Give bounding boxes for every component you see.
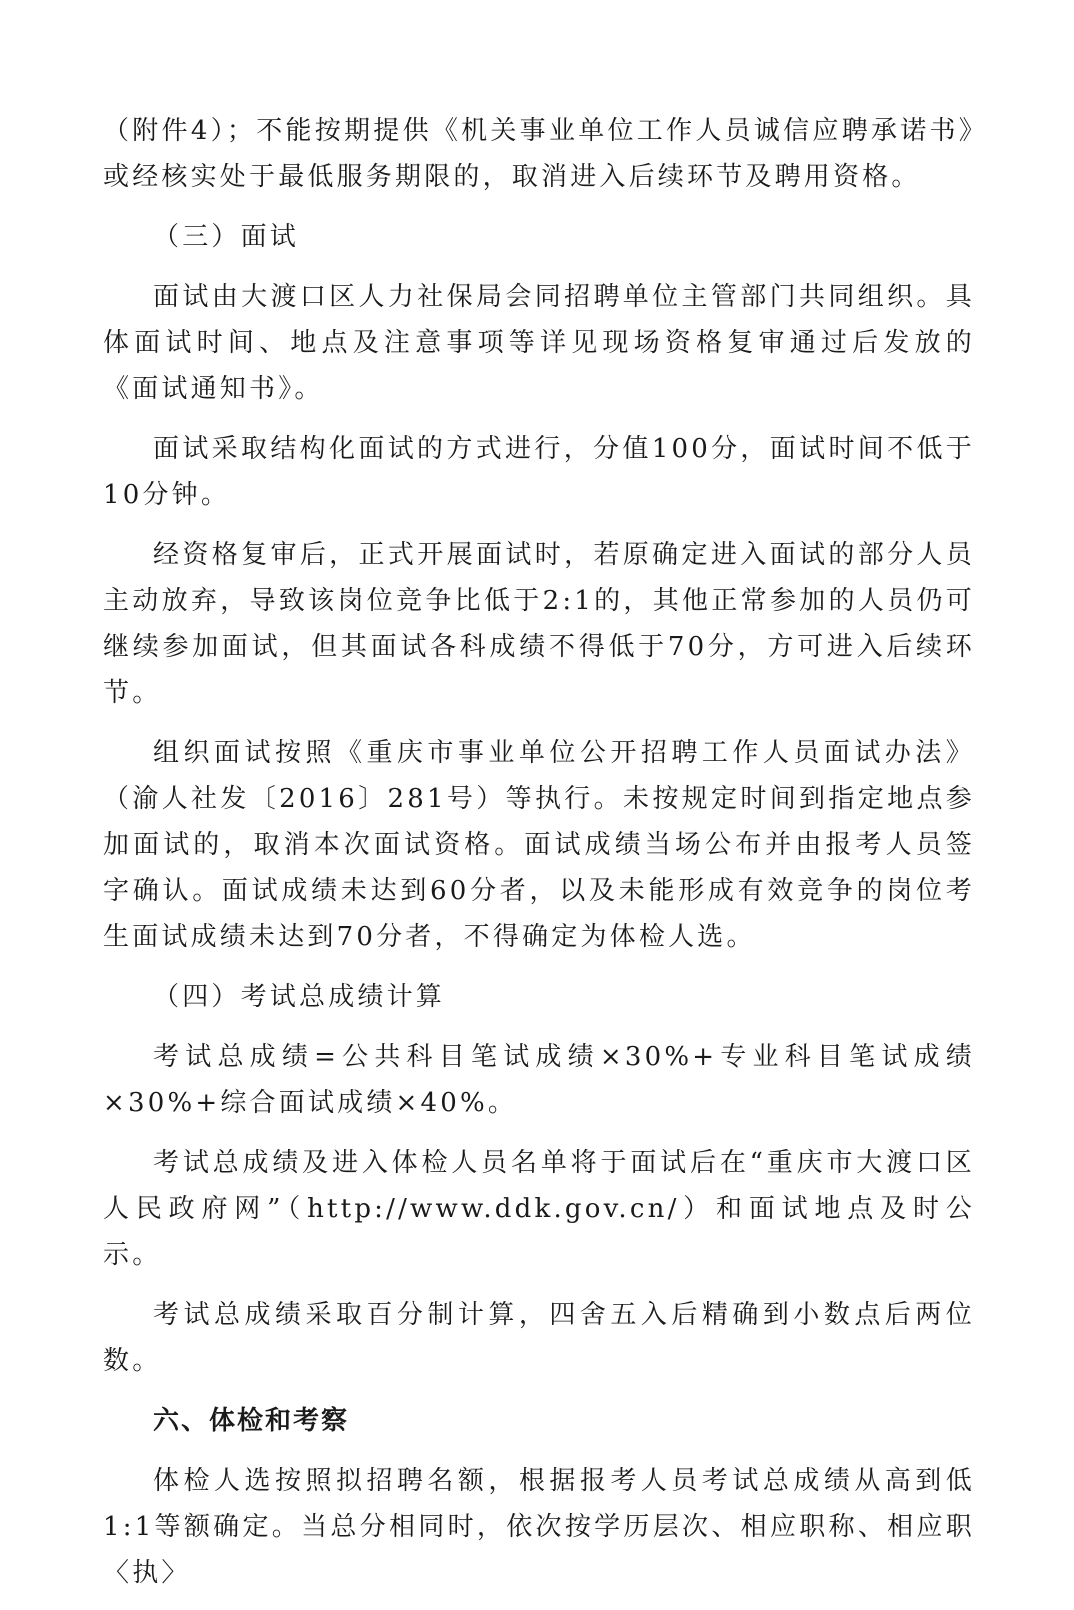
paragraph-score-formula: 考试总成绩=公共科目笔试成绩×30%+专业科目笔试成绩×30%+综合面试成绩×40%。 (103, 1042, 975, 1118)
paragraph-interview-organization: 面试由大渡口区人力社保局会同招聘单位主管部门共同组织。具体面试时间、地点及注意事项等详见现场资格复审通过后发放的《面试通知书》。 (103, 282, 975, 404)
subheading-total-score: （四）考试总成绩计算 (153, 982, 446, 1012)
paragraph-attachment-note: （附件4）；不能按期提供《机关事业单位工作人员诚信应聘承诺书》或经核实处于最低服务期限的，取消进入后续环节及聘用资格。 (103, 116, 975, 192)
document-page (103, 108, 975, 1610)
subheading-interview: （三）面试 (153, 222, 300, 252)
paragraph-interview-rules: 组织面试按照《重庆市事业单位公开招聘工作人员面试办法》（渝人社发〔2016〕281号）等执行。未按规定时间到指定地点参加面试的，取消本次面试资格。面试成绩当场公布并由报考人员签字确认。面试成绩未达到60分者，以及未能形成有效竞争的岗位考生面试成绩未达到70分者，不得确定为体检人选。 (103, 738, 975, 952)
paragraph-score-rounding: 考试总成绩采取百分制计算，四舍五入后精确到小数点后两位数。 (103, 1300, 975, 1376)
heading-physical-exam: 六、体检和考察 (153, 1406, 350, 1436)
paragraph-interview-method: 面试采取结构化面试的方式进行，分值100分，面试时间不低于10分钟。 (103, 434, 975, 510)
paragraph-interview-competition: 经资格复审后，正式开展面试时，若原确定进入面试的部分人员主动放弃，导致该岗位竞争比低于2:1的，其他正常参加的人员仍可继续参加面试，但其面试各科成绩不得低于70分，方可进入后续环节。 (103, 540, 975, 708)
paragraph-score-publication: 考试总成绩及进入体检人员名单将于面试后在“重庆市大渡口区人民政府网”（http://www.ddk.gov.cn/）和面试地点及时公示。 (103, 1148, 975, 1270)
paragraph-physical-exam-selection: 体检人选按照拟招聘名额，根据报考人员考试总成绩从高到低1:1等额确定。当总分相同时，依次按学历层次、相应职称、相应职〈执〉 (103, 1466, 975, 1588)
